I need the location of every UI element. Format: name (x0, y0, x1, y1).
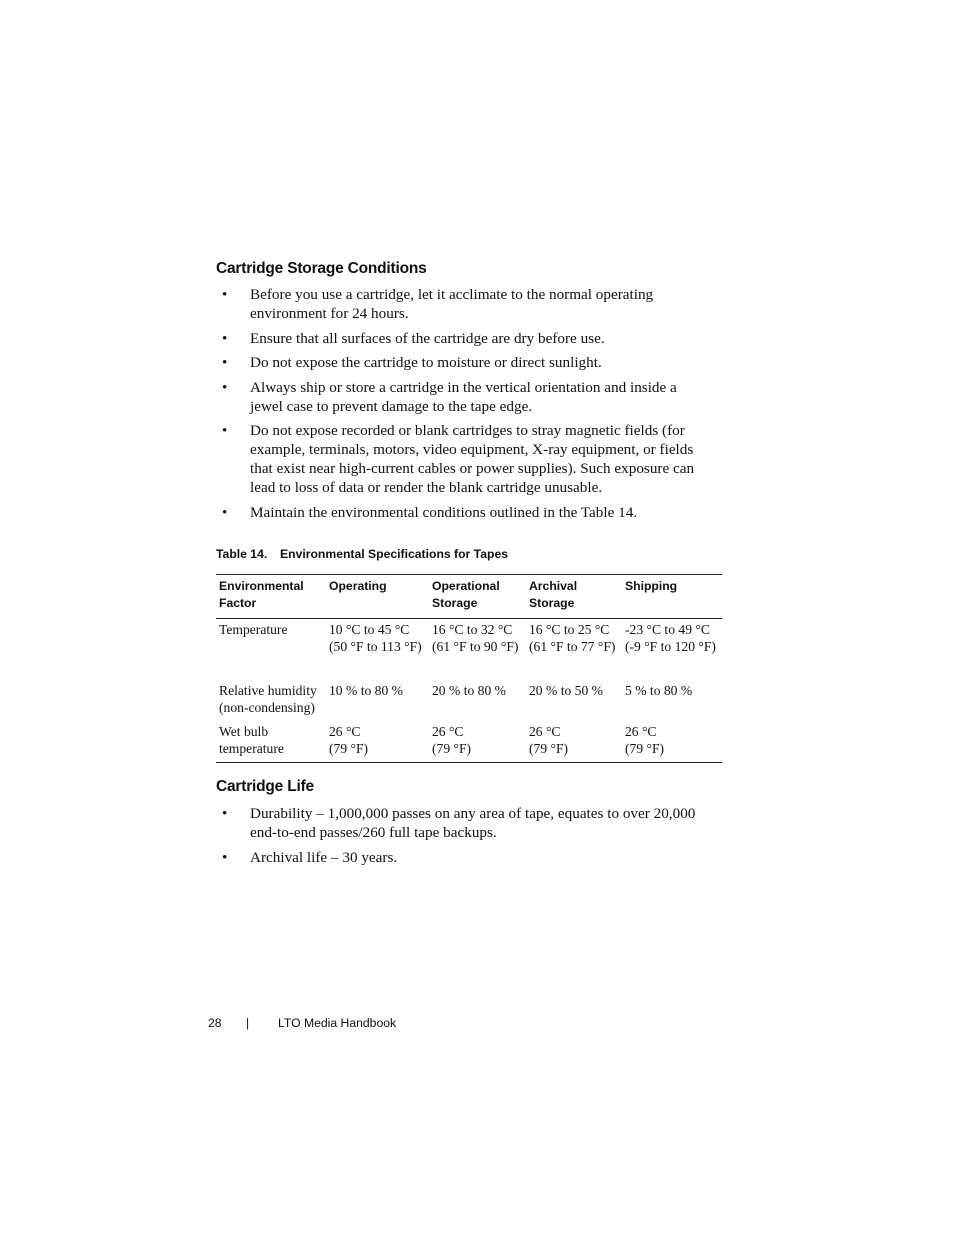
col-header-operational-storage: Operational Storage (432, 579, 500, 610)
table-cell: Relative humidity (non-condensing) (219, 683, 317, 715)
list-item-text: Durability – 1,000,000 passes on any area of tape, equates to over 20,000 end-to-end passes/260 full tape backups. (250, 805, 696, 841)
list-item (222, 353, 712, 372)
table-caption-title: Environmental Specifications for Tapes (280, 547, 509, 561)
page-number: 28 (208, 1016, 222, 1030)
table-cell: 16 °C to 25 °C (61 °F to 77 °F) (529, 622, 616, 654)
table-cell: 20 % to 80 % (432, 683, 507, 698)
table-row (216, 619, 722, 681)
table-cell: 10 °C to 45 °C (50 °F to 113 °F) (329, 622, 422, 654)
list-item-text: Before you use a cartridge, let it acclimate to the normal operating environment for 24 hours. (250, 286, 654, 322)
table-row (216, 680, 722, 721)
list-item (222, 503, 712, 522)
list-item (222, 421, 712, 497)
bullet-icon: • (222, 354, 228, 371)
list-item (222, 804, 712, 842)
bullet-icon: • (222, 329, 228, 347)
table-cell: -23 °C to 49 °C (-9 °F to 120 °F) (625, 622, 716, 654)
table-cell: 5 % to 80 % (625, 683, 693, 698)
col-header-archival-storage: Archival Storage (529, 579, 578, 610)
table-cell: 26 °C (79 °F) (329, 724, 369, 756)
bullet-icon: • (222, 848, 228, 866)
list-item (222, 285, 712, 323)
environmental-spec-table (216, 574, 722, 763)
list-item-text: Do not expose recorded or blank cartridges to stray magnetic fields (for example, terminals, motors, video equipment, X-ray equipment, or fields that exist near high-current cables or power supplies). Such exposure can lead to loss of data or render the blank cartridge unusable. (250, 422, 695, 496)
storage-conditions-list (222, 285, 712, 527)
list-item-text: Ensure that all surfaces of the cartridge are dry before use. (250, 329, 605, 347)
table-cell: Wet bulb temperature (219, 724, 284, 756)
table-caption (216, 547, 508, 561)
cartridge-life-list (222, 804, 712, 872)
list-item (222, 378, 712, 416)
bullet-icon: • (222, 503, 228, 521)
col-header-shipping: Shipping (625, 579, 678, 593)
bullet-icon: • (222, 805, 228, 822)
table-cell: Temperature (219, 622, 288, 637)
list-item (222, 329, 712, 348)
list-item (222, 848, 712, 867)
table-cell: 26 °C (79 °F) (625, 724, 665, 756)
list-item-text: Always ship or store a cartridge in the vertical orientation and inside a jewel case to prevent damage to the tape edge. (250, 378, 677, 415)
bullet-icon: • (222, 422, 228, 439)
table-cell: 16 °C to 32 °C (61 °F to 90 °F) (432, 622, 519, 654)
col-header-operating: Operating (329, 579, 387, 593)
table-row (216, 721, 722, 763)
table-cell: 26 °C (79 °F) (432, 724, 472, 756)
list-item-text: Archival life – 30 years. (250, 848, 398, 866)
footer-book-title: LTO Media Handbook (278, 1016, 397, 1030)
table-cell: 26 °C (79 °F) (529, 724, 569, 756)
section-heading-cartridge-life: Cartridge Life (216, 778, 314, 795)
list-item-text: Do not expose the cartridge to moisture or direct sunlight. (250, 354, 602, 371)
table-header-row (216, 575, 722, 619)
section-heading-storage: Cartridge Storage Conditions (216, 260, 427, 277)
bullet-icon: • (222, 378, 228, 396)
table-cell: 10 % to 80 % (329, 683, 404, 698)
table-cell: 20 % to 50 % (529, 683, 604, 698)
footer-separator: | (246, 1016, 250, 1030)
col-header-environmental-factor: Environmental Factor (219, 579, 304, 610)
bullet-icon: • (222, 286, 228, 303)
table-caption-label: Table 14. (216, 547, 268, 561)
list-item-text: Maintain the environmental conditions outlined in the Table 14. (250, 503, 638, 521)
